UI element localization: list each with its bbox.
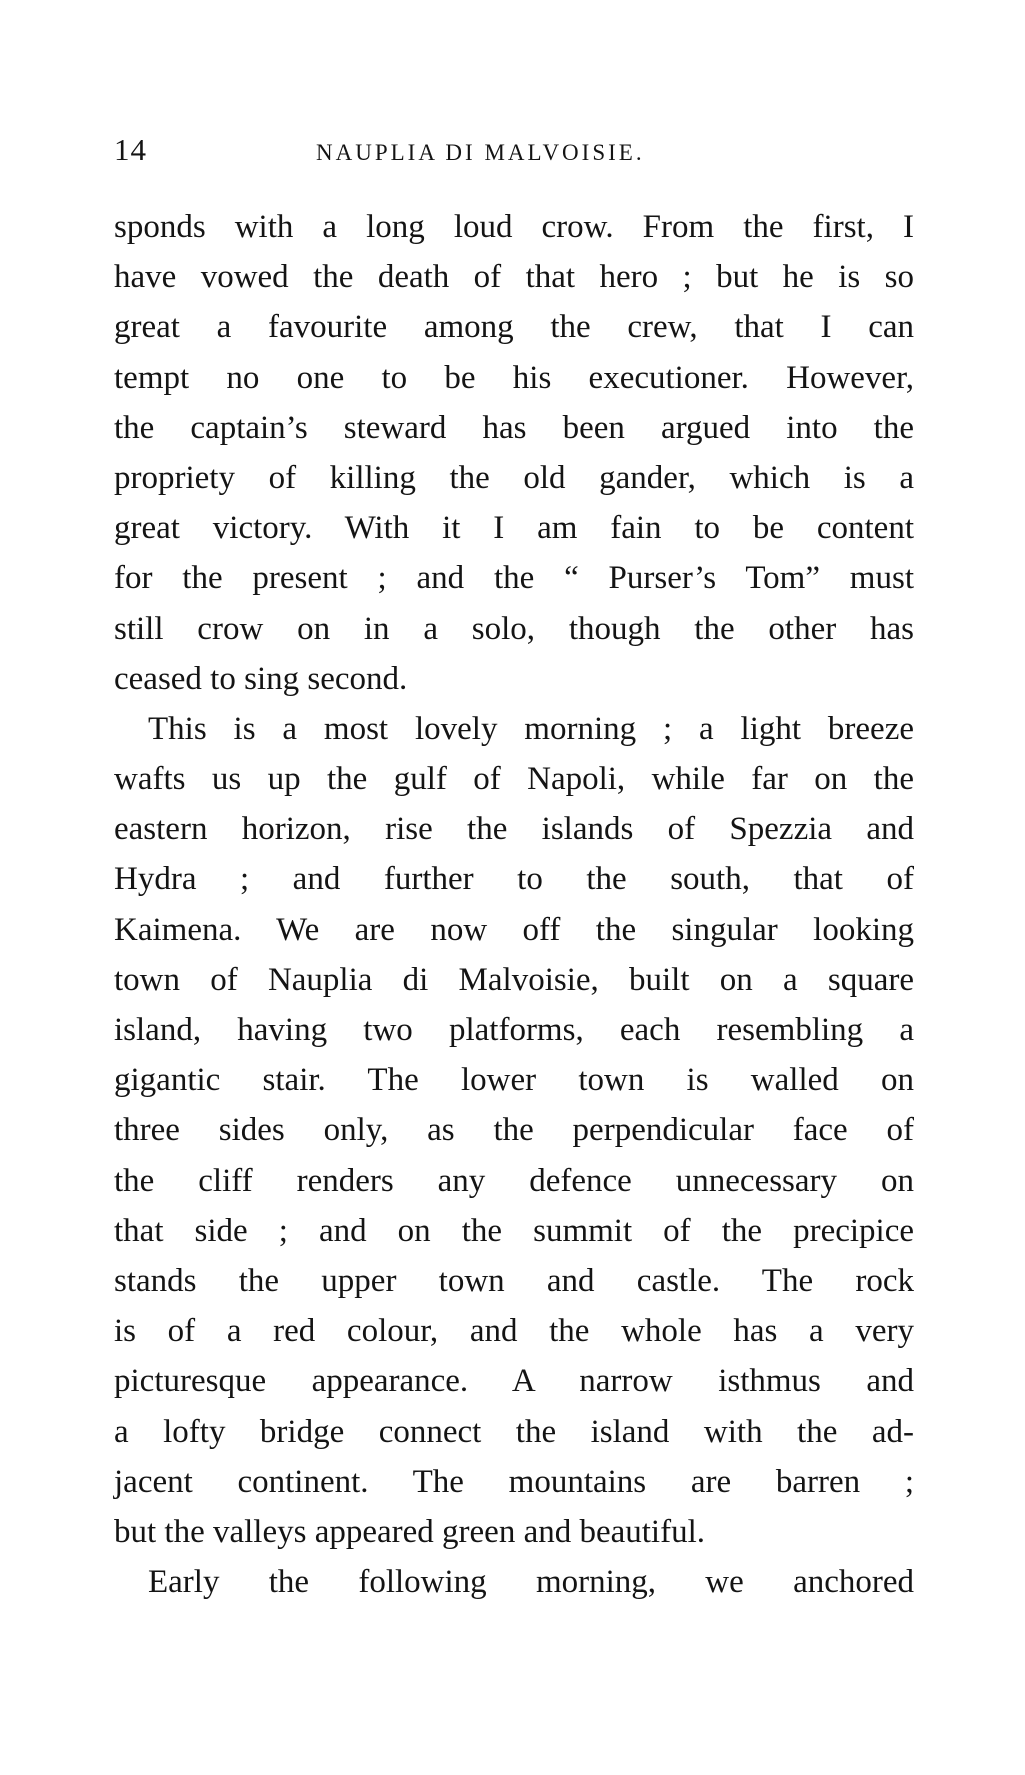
text-line: picturesque appearance. A narrow isthmus and [114,1363,914,1400]
paragraph-first-line: Early the following morning, we anchored [148,1564,914,1601]
text-line: tempt no one to be his executioner. However, [114,359,914,396]
text-line: Kaimena. We are now off the singular looking [114,911,914,948]
text-line: great victory. With it I am fain to be content [114,510,914,547]
running-head [114,132,914,172]
paragraph-end-line: but the valleys appeared green and beautiful. [114,1513,706,1550]
text-line: propriety of killing the old gander, which is a [114,459,914,496]
page-number: 14 [114,132,147,167]
text-line: town of Nauplia di Malvoisie, built on a square [114,961,914,998]
text-line: the cliff renders any defence unnecessary on [114,1162,914,1199]
text-line: for the present ; and the “ Purser’s Tom” must [114,560,914,597]
text-line: still crow on in a solo, though the other has [114,610,914,647]
text-line: gigantic stair. The lower town is walled on [114,1062,914,1099]
text-line: Hydra ; and further to the south, that of [114,861,914,898]
text-line: have vowed the death of that hero ; but he is so [114,259,914,296]
text-line: great a favourite among the crew, that I can [114,309,914,346]
text-line: island, having two platforms, each resembling a [114,1012,914,1048]
text-line: that side ; and on the summit of the precipice [114,1212,914,1249]
paragraph-end-line: ceased to sing second. [114,660,408,697]
paragraph-first-line: This is a most lovely morning ; a light breeze [148,710,914,747]
text-line: three sides only, as the perpendicular face of [114,1112,914,1149]
text-line: the captain’s steward has been argued into the [114,409,914,446]
text-line: sponds with a long loud crow. From the first, I [114,209,914,245]
text-line: stands the upper town and castle. The rock [114,1262,914,1299]
text-line: eastern horizon, rise the islands of Spezzia and [114,811,914,848]
body-text [114,202,914,1607]
running-title: NAUPLIA DI MALVOISIE. [316,140,645,165]
text-line: wafts us up the gulf of Napoli, while far on the [114,761,914,798]
text-line: a lofty bridge connect the island with the ad- [114,1413,914,1450]
text-line: is of a red colour, and the whole has a very [114,1313,914,1350]
text-line: jacent continent. The mountains are barren ; [114,1463,914,1500]
